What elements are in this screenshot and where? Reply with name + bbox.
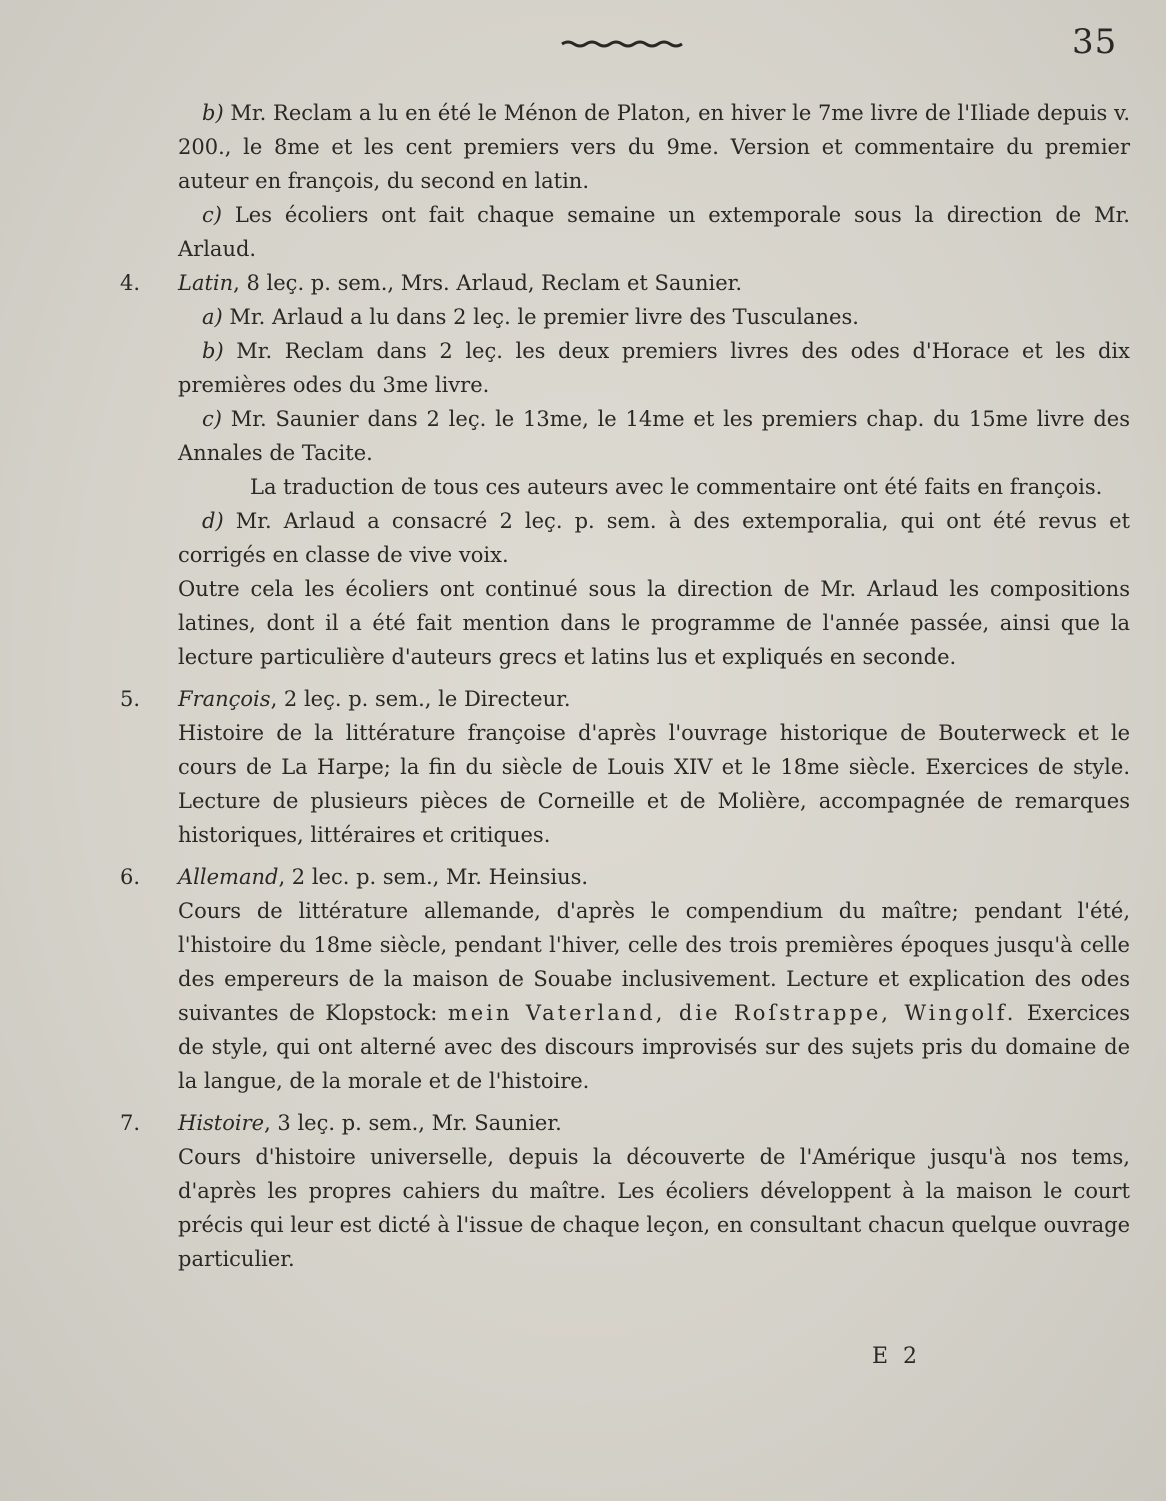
section-meta: , 2 leç. p. sem., le Directeur. xyxy=(270,687,571,711)
section-title: Allemand xyxy=(178,865,279,889)
section-number: 7. xyxy=(120,1111,141,1135)
section-number: 4. xyxy=(120,271,141,295)
latin-c xyxy=(178,402,1130,470)
section-title: Latin xyxy=(178,271,234,295)
paragraph-b xyxy=(178,96,1130,198)
latin-c-note: La traduction de tous ces auteurs avec le commentaire ont été faits en françois. xyxy=(250,475,1103,499)
paragraph-text: Exercices de style, qui ont alterné avec des discours improvisés sur des sujets pris du domaine de la langue, de la morale et de l'histoire. xyxy=(178,1001,1130,1093)
section-latin xyxy=(120,266,1130,300)
section-histoire xyxy=(120,1106,1130,1140)
sub-label: b) xyxy=(202,339,224,363)
section-title: François xyxy=(178,687,271,711)
section-number: 5. xyxy=(120,687,141,711)
paragraph-text: Mr. Reclam dans 2 leç. les deux premiers livres des odes d'Horace et les dix premières odes du 3me livre. xyxy=(178,339,1130,397)
sub-label: d) xyxy=(202,509,224,533)
section-title: Histoire xyxy=(178,1111,265,1135)
header-ornament xyxy=(560,38,684,50)
section-allemand xyxy=(120,860,1130,894)
signature-mark: E 2 xyxy=(872,1344,922,1369)
paragraph-text: Mr. Reclam a lu en été le Ménon de Platon, en hiver le 7me livre de l'Iliade depuis v. 200., le 8me et les cent premiers vers du 9me. Version et commentaire du premier auteur en françois, du second en latin. xyxy=(178,101,1130,193)
section-meta: , 2 lec. p. sem., Mr. Heinsius. xyxy=(278,865,589,889)
page-body xyxy=(120,96,1130,1276)
sub-label: c) xyxy=(202,203,222,227)
klopstock-works: mein Vaterland, die Roſstrappe, Wingolf. xyxy=(447,1001,1017,1025)
latin-b xyxy=(178,334,1130,402)
histoire-body: Cours d'histoire universelle, depuis la découverte de l'Amérique jusqu'à nos tems, d'après les propres cahiers du maître. Les écoliers développent à la maison le court précis qui leur est dicté à l'issue de chaque leçon, en consultant chacun quelque ouvrage particulier. xyxy=(178,1145,1130,1271)
sub-label: b) xyxy=(202,101,224,125)
section-meta: , 3 leç. p. sem., Mr. Saunier. xyxy=(264,1111,562,1135)
paragraph-text: Mr. Arlaud a lu dans 2 leç. le premier livre des Tusculanes. xyxy=(229,305,859,329)
allemand-body xyxy=(178,894,1130,1098)
page-number: 35 xyxy=(1072,22,1118,62)
latin-d xyxy=(178,504,1130,572)
paragraph-text: Mr. Saunier dans 2 leç. le 13me, le 14me et les premiers chap. du 15me livre des Annales de Tacite. xyxy=(178,407,1130,465)
section-francois xyxy=(120,682,1130,716)
paragraph-text: Cours de littérature allemande, d'après le compendium du maître; pendant l'été, l'histoire du 18me siècle, pendant l'hiver, celle des trois premières époques jusqu'à celle des empereurs de la maison de Souabe inclusivement. Lecture et explication des odes suivantes de Klopstock: xyxy=(178,899,1130,1025)
section-meta: , 8 leç. p. sem., Mrs. Arlaud, Reclam et Saunier. xyxy=(233,271,743,295)
francois-body: Histoire de la littérature françoise d'après l'ouvrage historique de Bouterweck et le cours de La Harpe; la fin du siècle de Louis XIV et le 18me siècle. Exercices de style. Lecture de plusieurs pièces de Corneille et de Molière, accompagnée de remarques historiques, littéraires et critiques. xyxy=(178,721,1130,847)
latin-a xyxy=(178,300,1130,334)
paragraph-text: Les écoliers ont fait chaque semaine un extemporale sous la direction de Mr. Arlaud. xyxy=(178,203,1130,261)
paragraph-text: Mr. Arlaud a consacré 2 leç. p. sem. à des extemporalia, qui ont été revus et corrigés en classe de vive voix. xyxy=(178,509,1130,567)
latin-outro: Outre cela les écoliers ont continué sous la direction de Mr. Arlaud les compositions latines, dont il a été fait mention dans le programme de l'année passée, ainsi que la lecture particulière d'auteurs grecs et latins lus et expliqués en seconde. xyxy=(178,577,1130,669)
sub-label: c) xyxy=(202,407,222,431)
sub-label: a) xyxy=(202,305,223,329)
paragraph-c xyxy=(178,198,1130,266)
section-number: 6. xyxy=(120,865,141,889)
